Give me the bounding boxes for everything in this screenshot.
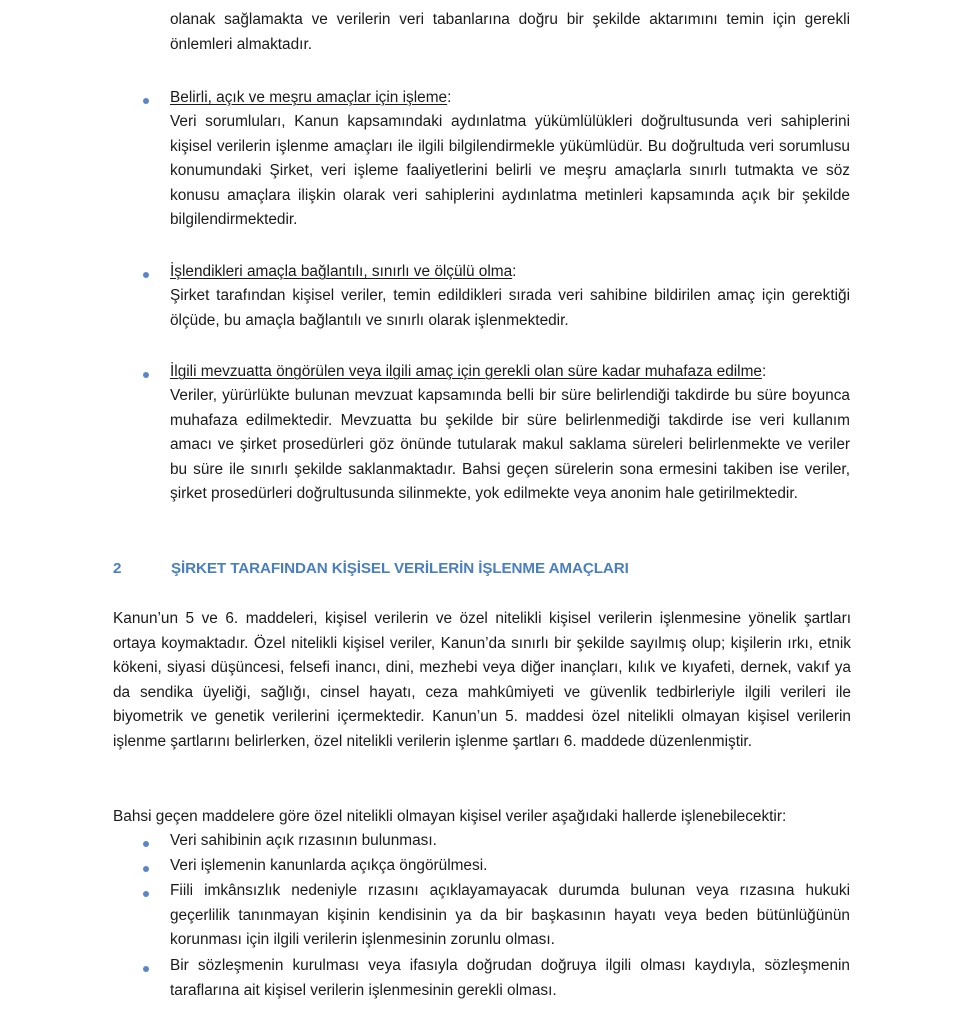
principle-title-1 <box>170 86 850 111</box>
bullet-icon <box>143 891 149 897</box>
condition-item: Fiili imkânsızlık nedeniyle rızasını açıklayamayacak durumda bulunan veya rızasına hukuki geçerlilik tanınmayan kişinin kendisinin ya da bir başkasının hayatı veya beden bütünlüğünün korunması için ilgili verilerin işlenmesinin zorunlu olması. <box>170 882 850 949</box>
section-number: 2 <box>113 560 122 577</box>
condition-item: Veri işlemenin kanunlarda açıkça öngörülmesi. <box>170 857 488 874</box>
principle-title-3 <box>170 360 850 385</box>
principle-title-text: İşlendikleri amaçla bağlantılı, sınırlı ve ölçülü olma <box>170 263 513 280</box>
principle-title-text: İlgili mevzuatta öngörülen veya ilgili amaç için gerekli olan süre kadar muhafaza edilme <box>170 363 762 380</box>
principle-title-suffix: : <box>761 363 767 380</box>
principle-body-3: Veriler, yürürlükte bulunan mevzuat kapsamında belli bir süre belirlendiği takdirde bu süre boyunca muhafaza edilmektedir. Mevzuatta bu şekilde bir süre belirlenmediği takdirde ise veri kullanım amacı ve şirket prosedürleri göz önünde tutularak makul saklama süreleri belirlenmekte ve veriler bu süre ile sınırlı şekilde saklanmaktadır. Bahsi geçen sürelerin sona ermesini takiben ise veriler, şirket prosedürleri doğrultusunda silinmekte, yok edilmekte veya anonim hale getirilmektedir. <box>170 387 850 503</box>
bullet-icon <box>143 866 149 872</box>
section-heading <box>113 557 853 582</box>
section-title: ŞİRKET TARAFINDAN KİŞİSEL VERİLERİN İŞLENME AMAÇLARI <box>171 560 629 577</box>
bullet-icon <box>143 272 149 278</box>
condition-item: Bir sözleşmenin kurulması veya ifasıyla doğrudan doğruya ilgili olması kaydıyla, sözleşmenin taraflarına ait kişisel verilerin işlenmesinin gerekli olması. <box>170 957 850 999</box>
continuation-paragraph: olanak sağlamakta ve verilerin veri tabanlarına doğru bir şekilde aktarımını temin için gerekli önlemleri almaktadır. <box>170 11 850 53</box>
bullet-icon <box>143 98 149 104</box>
principle-title-suffix: : <box>447 89 452 106</box>
principle-title-2 <box>170 260 850 285</box>
bullet-icon <box>143 372 149 378</box>
principle-body-2: Şirket tarafından kişisel veriler, temin edildikleri sırada veri sahibine bildirilen amaç için gerektiği ölçüde, bu amaçla bağlantılı ve sınırlı olarak işlenmektedir. <box>170 287 850 329</box>
section-paragraph: Kanun’un 5 ve 6. maddeleri, kişisel verilerin ve özel nitelikli kişisel verilerin işlenmesine yönelik şartları ortaya koymaktadır. Özel nitelikli kişisel veriler, Kanun’da sınırlı bir şekilde sayılmış olup; kişilerin ırkı, etnik kökeni, siyasi düşüncesi, felsefi inancı, dini, mezhebi veya diğer inançları, kılık ve kıyafeti, dernek, vakıf ya da sendika üyeliği, sağlığı, cinsel hayatı, ceza mahkûmiyeti ve güvenlik tedbirleriyle ilgili verileri ile biyometrik ve genetik verilerini içermektedir. Kanun’un 5. maddesi özel nitelikli olmayan kişisel verilerin işlenme şartlarını belirlerken, özel nitelikli verilerin işlenme şartları 6. maddede düzenlenmiştir. <box>113 610 851 750</box>
bullet-icon <box>143 966 149 972</box>
conditions-intro: Bahsi geçen maddelere göre özel nitelikli olmayan kişisel veriler aşağıdaki hallerde işlenebilecektir: <box>113 808 787 825</box>
bullet-icon <box>143 841 149 847</box>
condition-item: Veri sahibinin açık rızasının bulunması. <box>170 832 437 849</box>
principle-title-suffix: : <box>512 263 517 280</box>
principle-title-text: Belirli, açık ve meşru amaçlar için işleme <box>170 89 448 106</box>
principle-body-1: Veri sorumluları, Kanun kapsamındaki aydınlatma yükümlülükleri doğrultusunda veri sahiplerini kişisel verilerin işlenme amaçları ile ilgili bilgilendirmekle yükümlüdür. Bu doğrultuda veri sorumlusu konumundaki Şirket, veri işleme faaliyetlerini belirli ve meşru amaçlarla sınırlı tutmakta ve söz konusu amaçlara ilişkin olarak veri sahiplerini aydınlatma metinleri kapsamında açık bir şekilde bilgilendirmektedir. <box>170 113 850 229</box>
